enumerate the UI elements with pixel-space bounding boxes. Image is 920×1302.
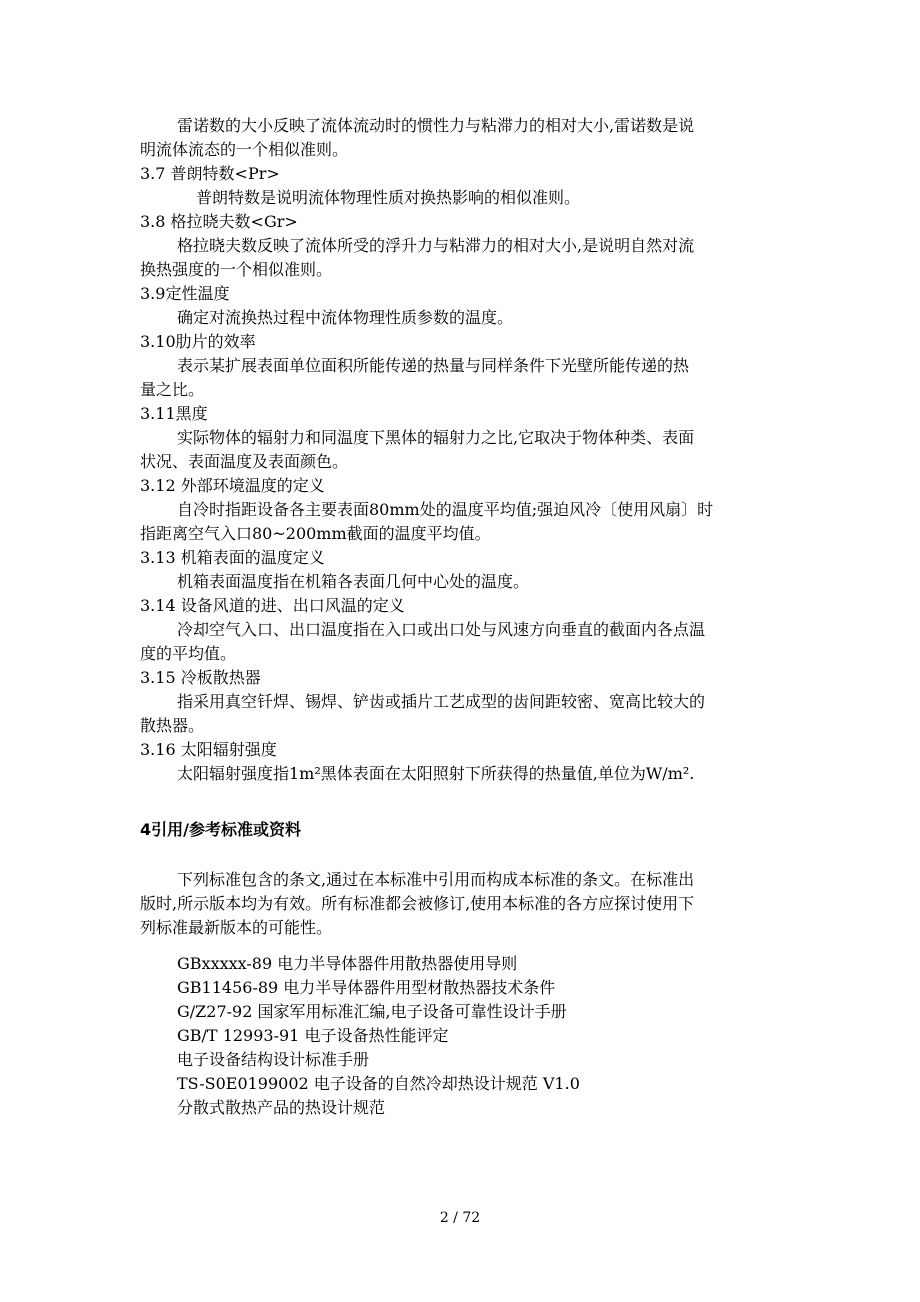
section-heading-3-16: 3.16 太阳辐射强度 <box>140 740 277 759</box>
section-heading-4: 4引用/参考标准或资料 <box>140 820 301 839</box>
reference-item: G/Z27-92 国家军用标准汇编,电子设备可靠性设计手册 <box>177 1002 567 1021</box>
paragraph-line: 普朗特数是说明流体物理性质对换热影响的相似准则。 <box>196 188 581 207</box>
paragraph-line: 散热器。 <box>140 716 205 735</box>
reference-item: 分散式散热产品的热设计规范 <box>177 1098 386 1117</box>
reference-item: GBxxxxx-89 电力半导体器件用散热器使用导则 <box>177 954 518 973</box>
reference-item: GB/T 12993-91 电子设备热性能评定 <box>177 1026 449 1045</box>
section-heading-3-10: 3.10肋片的效率 <box>140 332 256 351</box>
paragraph-line: 状况、表面温度及表面颜色。 <box>140 452 349 471</box>
paragraph-line: 冷却空气入口、出口温度指在入口或出口处与风速方向垂直的截面内各点温 <box>177 620 706 639</box>
paragraph-line: 确定对流换热过程中流体物理性质参数的温度。 <box>177 308 514 327</box>
reference-item: 电子设备结构设计标准手册 <box>177 1050 370 1069</box>
paragraph-line: 机箱表面温度指在机箱各表面几何中心处的温度。 <box>177 572 530 591</box>
paragraph-line: 度的平均值。 <box>140 644 237 663</box>
paragraph-line: 雷诺数的大小反映了流体流动时的惯性力与粘滞力的相对大小,雷诺数是说 <box>177 116 695 135</box>
paragraph-line: 换热强度的一个相似准则。 <box>140 260 333 279</box>
paragraph-line: 明流体流态的一个相似准则。 <box>140 140 349 159</box>
section-heading-3-12: 3.12 外部环境温度的定义 <box>140 476 325 495</box>
paragraph-line: 列标准最新版本的可能性。 <box>140 918 333 937</box>
section-heading-3-11: 3.11黑度 <box>140 404 208 423</box>
paragraph-line: 自冷时指距设备各主要表面80mm处的温度平均值;强迫风冷〔使用风扇〕时 <box>177 500 714 519</box>
section-heading-3-15: 3.15 冷板散热器 <box>140 668 261 687</box>
section-heading-3-14: 3.14 设备风道的进、出口风温的定义 <box>140 596 405 615</box>
reference-item: TS-S0E0199002 电子设备的自然冷却热设计规范 V1.0 <box>177 1074 580 1093</box>
paragraph-line: 实际物体的辐射力和同温度下黑体的辐射力之比,它取决于物体种类、表面 <box>177 428 695 447</box>
reference-item: GB11456-89 电力半导体器件用型材散热器技术条件 <box>177 978 556 997</box>
section-heading-3-7: 3.7 普朗特数<Pr> <box>140 164 280 183</box>
paragraph-line: 太阳辐射强度指1m²黑体表面在太阳照射下所获得的热量值,单位为W/m². <box>177 764 695 783</box>
paragraph-line: 量之比。 <box>140 380 205 399</box>
paragraph-line: 指采用真空钎焊、锡焊、铲齿或插片工艺成型的齿间距较密、宽高比较大的 <box>177 692 706 711</box>
section-heading-3-13: 3.13 机箱表面的温度定义 <box>140 548 325 567</box>
section-heading-3-9: 3.9定性温度 <box>140 284 230 303</box>
page-number: 2 / 72 <box>439 1210 481 1226</box>
section-heading-3-8: 3.8 格拉晓夫数<Gr> <box>140 212 298 231</box>
paragraph-line: 版时,所示版本均为有效。所有标准都会被修订,使用本标准的各方应探讨使用下 <box>140 894 695 913</box>
paragraph-line: 表示某扩展表面单位面积所能传递的热量与同样条件下光壁所能传递的热 <box>177 356 690 375</box>
paragraph-line: 下列标准包含的条文,通过在本标准中引用而构成本标准的条文。在标准出 <box>177 870 695 889</box>
paragraph-line: 指距离空气入口80~200mm截面的温度平均值。 <box>140 524 491 543</box>
paragraph-line: 格拉晓夫数反映了流体所受的浮升力与粘滞力的相对大小,是说明自然对流 <box>177 236 695 255</box>
